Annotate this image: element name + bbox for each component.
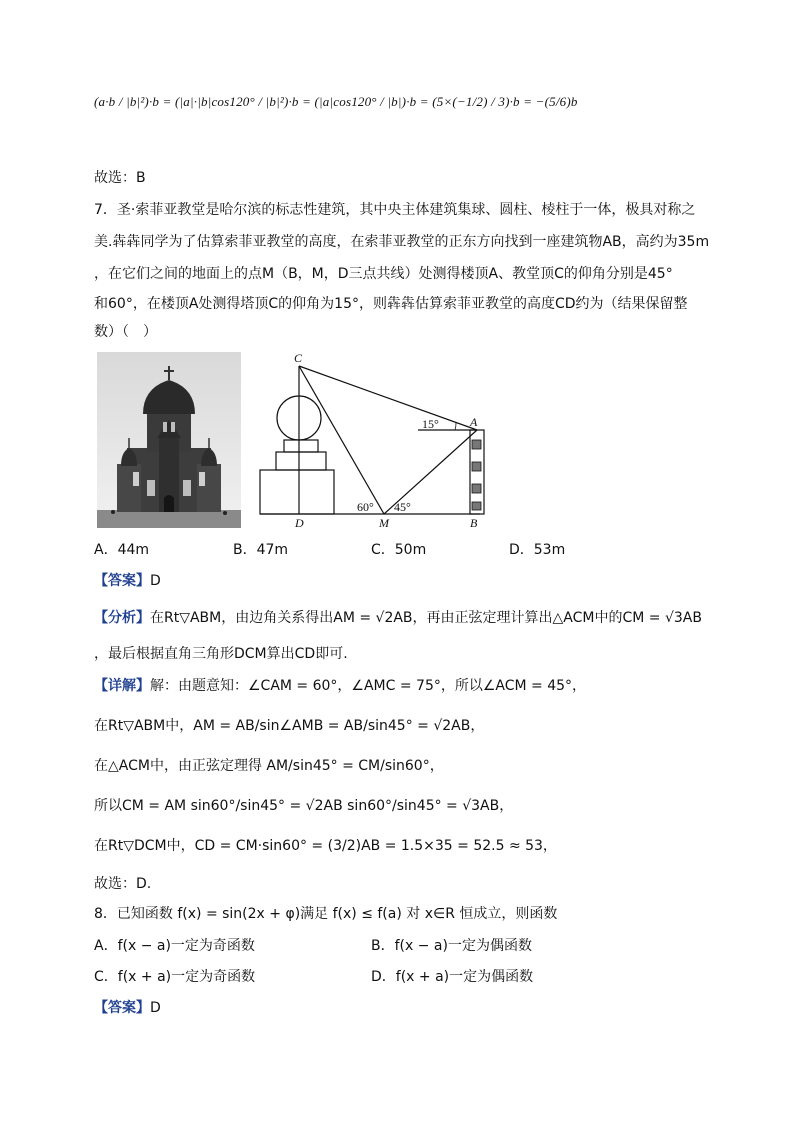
q8-stem: 8．已知函数 f(x) = sin(2x + φ)满足 f(x) ≤ f(a) 对 x∈R 恒成立，则函数 <box>94 906 558 922</box>
detail-text-1: 解：由题意知：∠CAM = 60°，∠AMC = 75°，所以∠ACM = 45°， <box>150 678 587 694</box>
q7-answer <box>94 571 161 591</box>
label-A: A <box>470 415 478 429</box>
q6-choice: 故选：B <box>94 170 146 186</box>
q7-line-5: 数）（ ） <box>94 324 157 340</box>
angle-15-label: 15° <box>422 417 439 431</box>
q7-detail-1 <box>94 676 586 696</box>
projection-formula: (a·b / |b|²)·b = (|a|·|b|cos120° / |b|²)·b = (|a|cos120° / |b|)·b = (5×(−1/2) / 3)·b = −(5/6)b <box>94 94 578 109</box>
cathedral-photo <box>97 352 241 528</box>
q8-option-a: A．f(x − a)一定为奇函数 <box>94 938 255 954</box>
q7-option-d: D．53m <box>509 542 566 558</box>
angle-60-label: 60° <box>357 500 374 514</box>
q7-detail-2: 在Rt▽ABM中，AM = AB/sin∠AMB = AB/sin45° = √2AB， <box>94 718 485 734</box>
analysis-text-1: 在Rt▽ABM，由边角关系得出AM = √2AB，再由正弦定理计算出△ACM中的CM = √3AB <box>150 610 702 626</box>
q7-detail-5: 在Rt▽DCM中，CD = CM·sin60° = (3/2)AB = 1.5×35 = 52.5 ≈ 53， <box>94 838 557 854</box>
q8-option-d: D．f(x + a)一定为偶函数 <box>371 969 534 985</box>
q7-line-3: ，在它们之间的地面上的点M（B，M，D三点共线）处测得楼顶A、教堂顶C的仰角分别是45° <box>94 266 673 282</box>
q7-detail-4: 所以CM = AM sin60°/sin45° = √2AB sin60°/sin45° = √3AB， <box>94 798 514 814</box>
q7-option-a: A．44m <box>94 542 150 558</box>
q8-option-c: C．f(x + a)一定为奇函数 <box>94 969 256 985</box>
q7-analysis-1 <box>94 608 702 628</box>
label-B: B <box>470 516 478 530</box>
answer-tag: 【答案】 <box>94 1000 150 1016</box>
q7-line-2: 美.犇犇同学为了估算索菲亚教堂的高度，在索菲亚教堂的正东方向找到一座建筑物AB，高约为35m <box>94 234 710 250</box>
answer-tag: 【答案】 <box>94 573 150 589</box>
label-D: D <box>295 516 304 530</box>
geometry-figure <box>258 352 490 530</box>
label-M: M <box>379 516 389 530</box>
q8-answer <box>94 998 161 1018</box>
q7-line-1: 7．圣·索菲亚教堂是哈尔滨的标志性建筑，其中央主体建筑集球、圆柱、棱柱于一体，极具对称之 <box>94 202 696 218</box>
q8-option-b: B．f(x − a)一定为偶函数 <box>371 938 532 954</box>
q7-choice: 故选：D. <box>94 876 152 892</box>
analysis-tag: 【分析】 <box>94 610 150 626</box>
angle-45-label: 45° <box>394 500 411 514</box>
detail-tag: 【详解】 <box>94 678 150 694</box>
answer-value: D <box>150 1000 161 1016</box>
q7-line-4: 和60°，在楼顶A处测得塔顶C的仰角为15°，则犇犇估算索菲亚教堂的高度CD约为（结果保留整 <box>94 296 688 312</box>
label-C: C <box>294 352 303 365</box>
q7-detail-3: 在△ACM中，由正弦定理得 AM/sin45° = CM/sin60°， <box>94 758 444 774</box>
q7-option-b: B．47m <box>233 542 289 558</box>
q7-option-c: C．50m <box>371 542 427 558</box>
answer-value: D <box>150 573 161 589</box>
q7-analysis-2: ，最后根据直角三角形DCM算出CD即可. <box>94 646 348 662</box>
